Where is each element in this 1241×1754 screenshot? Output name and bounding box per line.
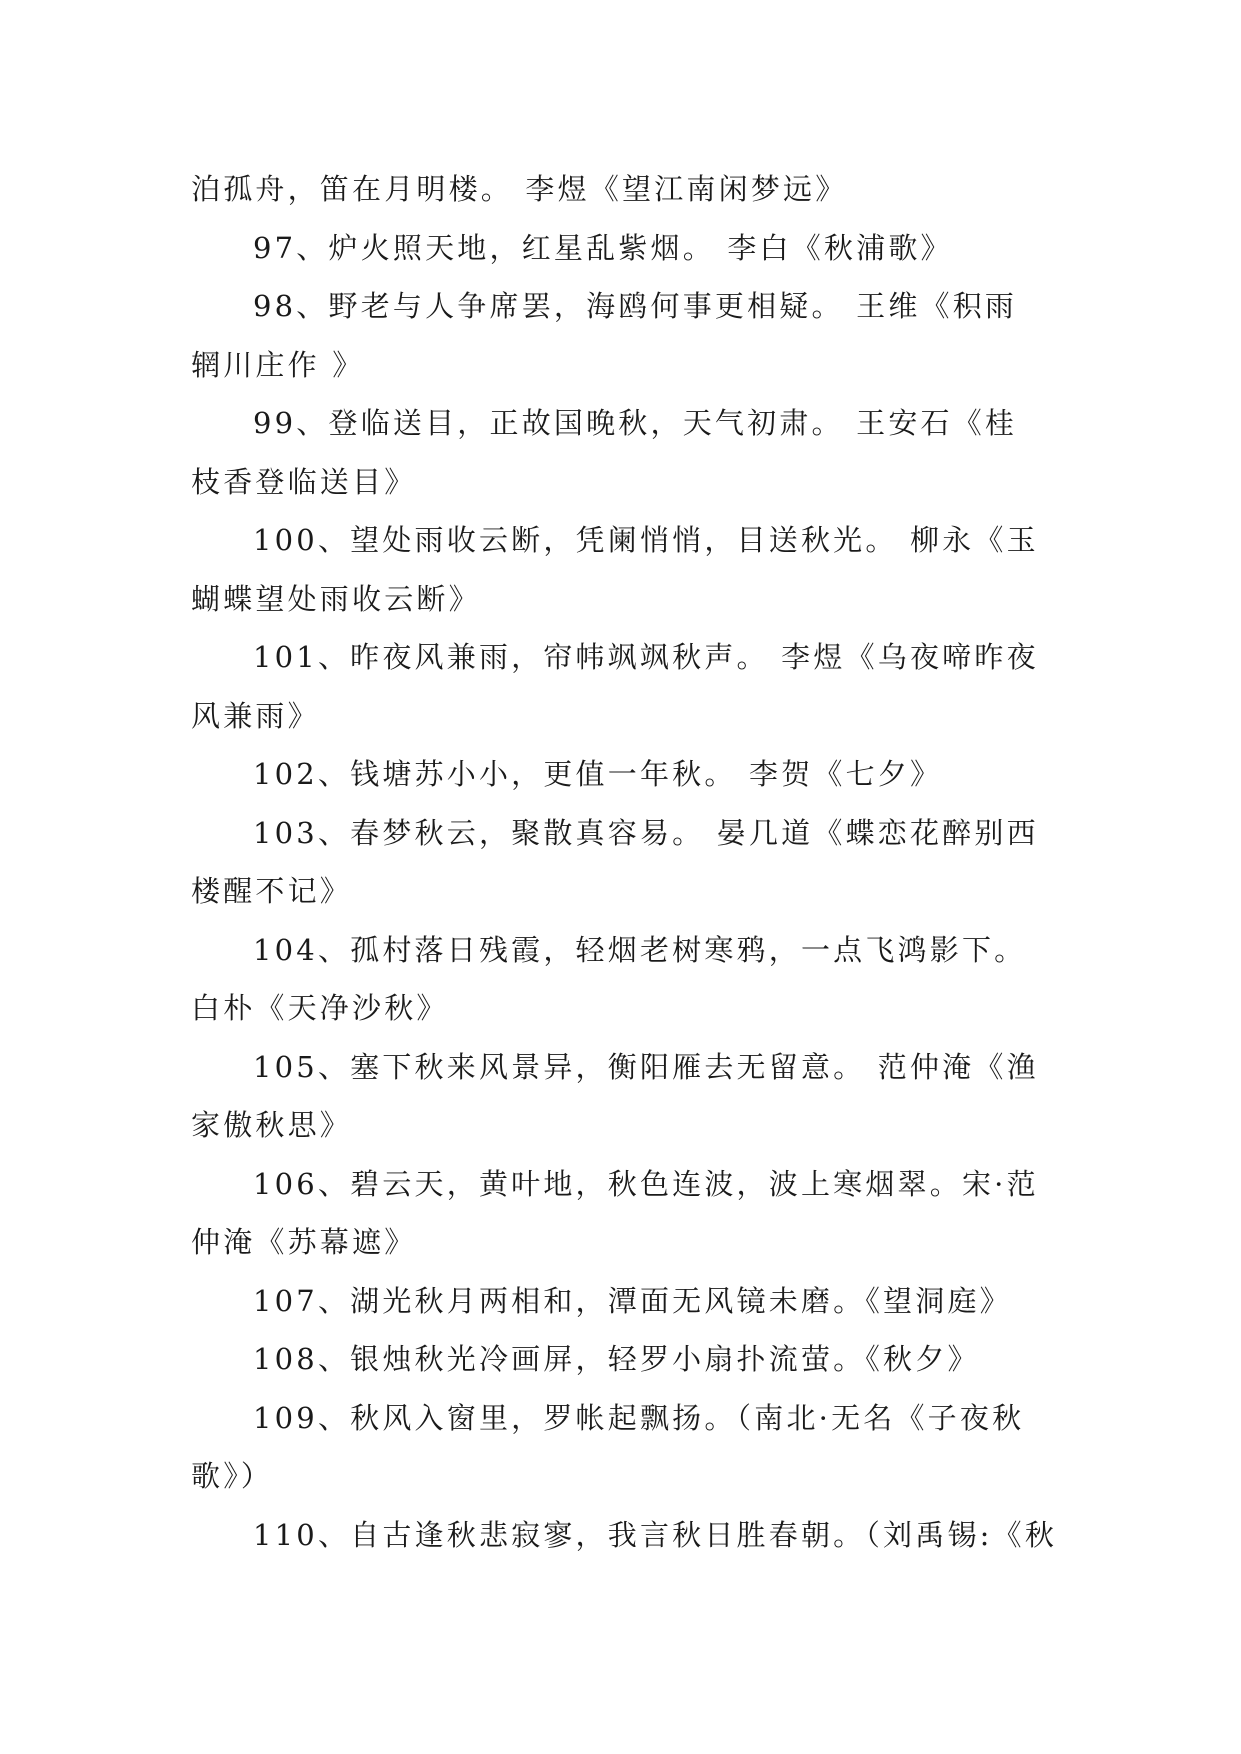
document-body — [191, 160, 1058, 1564]
text-line: 楼醒不记》 — [191, 874, 353, 908]
text-line: 105、塞下秋来风景异，衡阳雁去无留意。 范仲淹《渔 — [253, 1049, 1039, 1084]
text-line: 106、碧云天，黄叶地，秋色连波，波上寒烟翠。宋·范 — [253, 1166, 1039, 1201]
text-line: 100、望处雨收云断，凭阑悄悄，目送秋光。 柳永《玉 — [253, 523, 1039, 557]
text-line: 98、野老与人争席罢，海鸥何事更相疑。 王维《积雨 — [253, 289, 1018, 323]
text-line: 99、登临送目，正故国晚秋，天气初肃。 王安石《桂 — [253, 406, 1018, 440]
text-line: 辋川庄作 》 — [191, 347, 365, 382]
text-line: 102、钱塘苏小小，更值一年秋。 李贺《七夕》 — [253, 757, 943, 791]
text-line: 101、昨夜风兼雨，帘帏飒飒秋声。 李煜《乌夜啼昨夜 — [253, 640, 1039, 674]
text-line: 枝香登临送目》 — [191, 464, 417, 499]
text-line: 103、春梦秋云，聚散真容易。 晏几道《蝶恋花醉别西 — [253, 815, 1039, 850]
text-line: 仲淹《苏幕遮》 — [191, 1225, 417, 1259]
text-line: 风兼雨》 — [191, 698, 320, 733]
text-line: 蝴蝶望处雨收云断》 — [191, 581, 481, 616]
text-line: 110、自古逢秋悲寂寥，我言秋日胜春朝。（刘禹锡:《秋 — [253, 1517, 1058, 1552]
text-line: 108、银烛秋光冷画屏，轻罗小扇扑流萤。《秋夕》 — [253, 1342, 980, 1376]
text-line: 107、湖光秋月两相和，潭面无风镜未磨。《望洞庭》 — [253, 1283, 1012, 1318]
text-line: 歌》） — [191, 1459, 274, 1493]
text-line: 白朴《天净沙秋》 — [191, 991, 449, 1025]
text-line: 泊孤舟，笛在月明楼。 李煜《望江南闲梦远》 — [191, 172, 848, 206]
text-line: 家傲秋思》 — [191, 1108, 353, 1142]
text-line: 97、炉火照天地，红星乱紫烟。 李白《秋浦歌》 — [253, 230, 953, 265]
text-line: 104、孤村落日残霞，轻烟老树寒鸦，一点飞鸿影下。 — [253, 932, 1027, 967]
text-line: 109、秋风入窗里，罗帐起飘扬。（南北·无名《子夜秋 — [253, 1400, 1025, 1435]
